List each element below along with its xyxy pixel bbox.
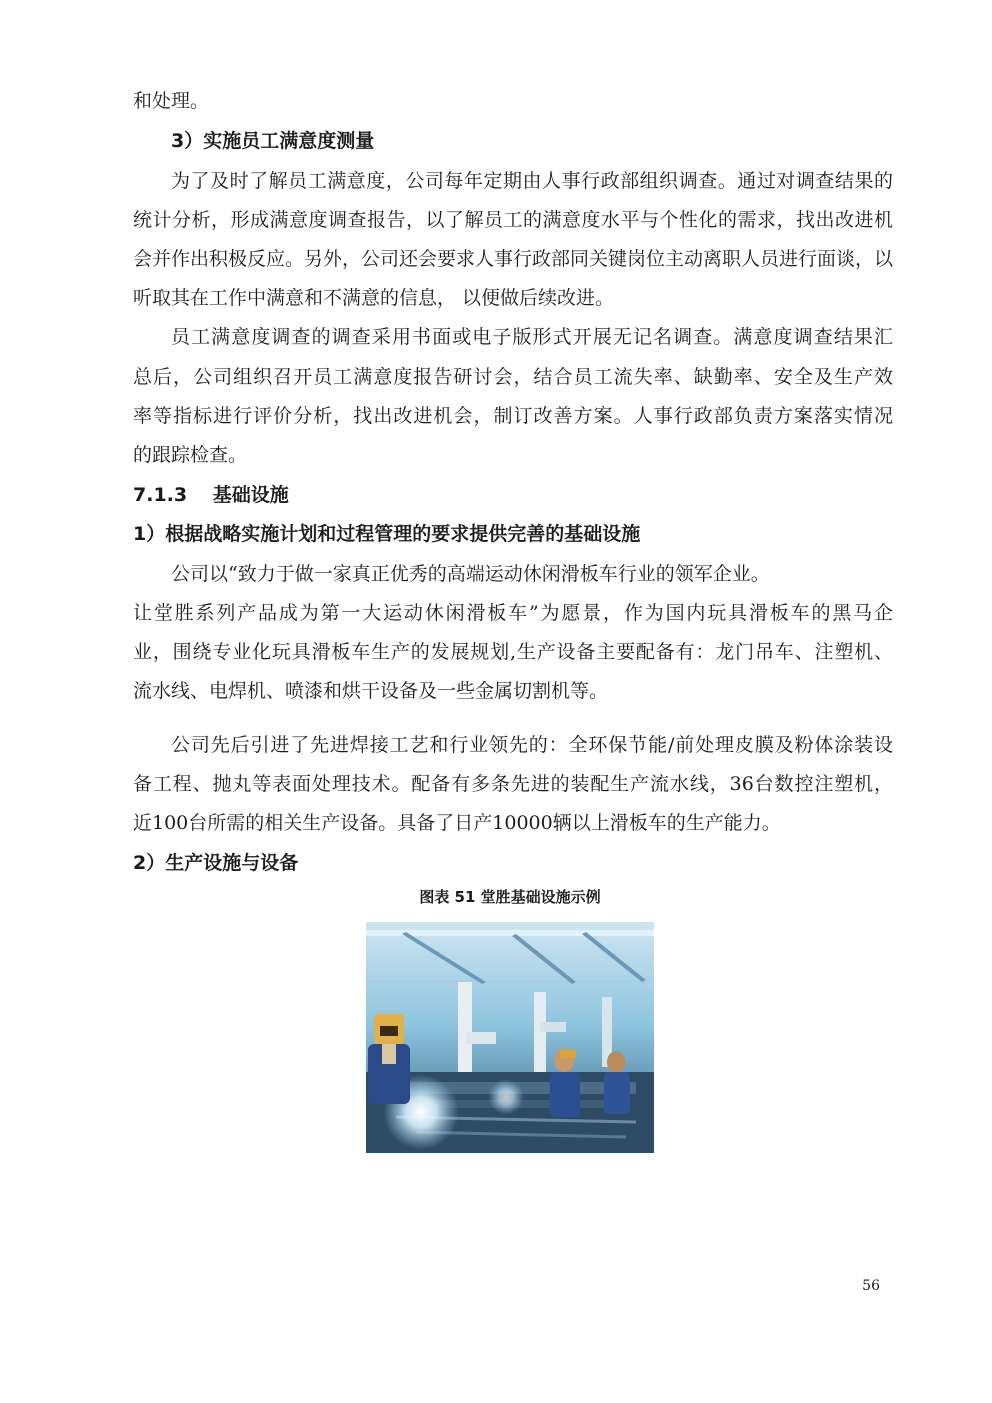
paragraph-line: 近100台所需的相关生产设备。具备了日产10000辆以上滑板车的生产能力。 [133, 812, 781, 834]
paragraph-line: 总后，公司组织召开员工满意度报告研讨会，结合员工流失率、缺勤率、安全及生产效 [133, 366, 893, 388]
paragraph-line: 听取其在工作中满意和不满意的信息， 以便做后续改进。 [133, 287, 615, 309]
paragraph-line: 流水线、电焊机、喷漆和烘干设备及一些金属切割机等。 [133, 680, 609, 702]
paragraph-line: 公司以“致力于做一家真正优秀的高端运动休闲滑板车行业的领军企业。 [171, 563, 770, 585]
section-heading-infrastructure: 7.1.3 基础设施 [133, 484, 289, 506]
paragraph-line: 会并作出积极反应。另外，公司还会要求人事行政部同关键岗位主动离职人员进行面谈，以 [133, 248, 894, 270]
section-heading-satisfaction: 3）实施员工满意度测量 [171, 130, 375, 152]
paragraph-line: 和处理。 [133, 90, 210, 112]
paragraph-line: 统计分析，形成满意度调查报告，以了解员工的满意度水平与个性化的需求，找出改进机 [133, 209, 893, 231]
factory-welding-photo [366, 922, 654, 1153]
figure-caption: 图表 51 堂胜基础设施示例 [419, 888, 601, 906]
paragraph-line: 率等指标进行评价分析，找出改进机会，制订改善方案。人事行政部负责方案落实情况 [133, 405, 893, 427]
paragraph-line: 让堂胜系列产品成为第一大运动休闲滑板车”为愿景，作为国内玩具滑板车的黑马企 [133, 602, 893, 624]
paragraph-line: 的跟踪检查。 [133, 444, 248, 466]
paragraph-line: 公司先后引进了先进焊接工艺和行业领先的：全环保节能/前处理皮膜及粉体涂装设 [171, 734, 893, 756]
subsection-heading-infrastructure: 1）根据战略实施计划和过程管理的要求提供完善的基础设施 [133, 523, 641, 545]
paragraph-line: 员工满意度调查的调查采用书面或电子版形式开展无记名调查。满意度调查结果汇 [171, 326, 893, 348]
paragraph-line: 备工程、抛丸等表面处理技术。配备有多条先进的装配生产流水线，36台数控注塑机， [133, 773, 893, 795]
paragraph-line: 业，围绕专业化玩具滑板车生产的发展规划,生产设备主要配备有：龙门吊车、注塑机、 [133, 641, 893, 663]
paragraph-line: 为了及时了解员工满意度，公司每年定期由人事行政部组织调查。通过对调查结果的 [171, 170, 893, 192]
subsection-heading-equipment: 2）生产设施与设备 [133, 852, 299, 874]
page-number: 56 [862, 1278, 880, 1294]
